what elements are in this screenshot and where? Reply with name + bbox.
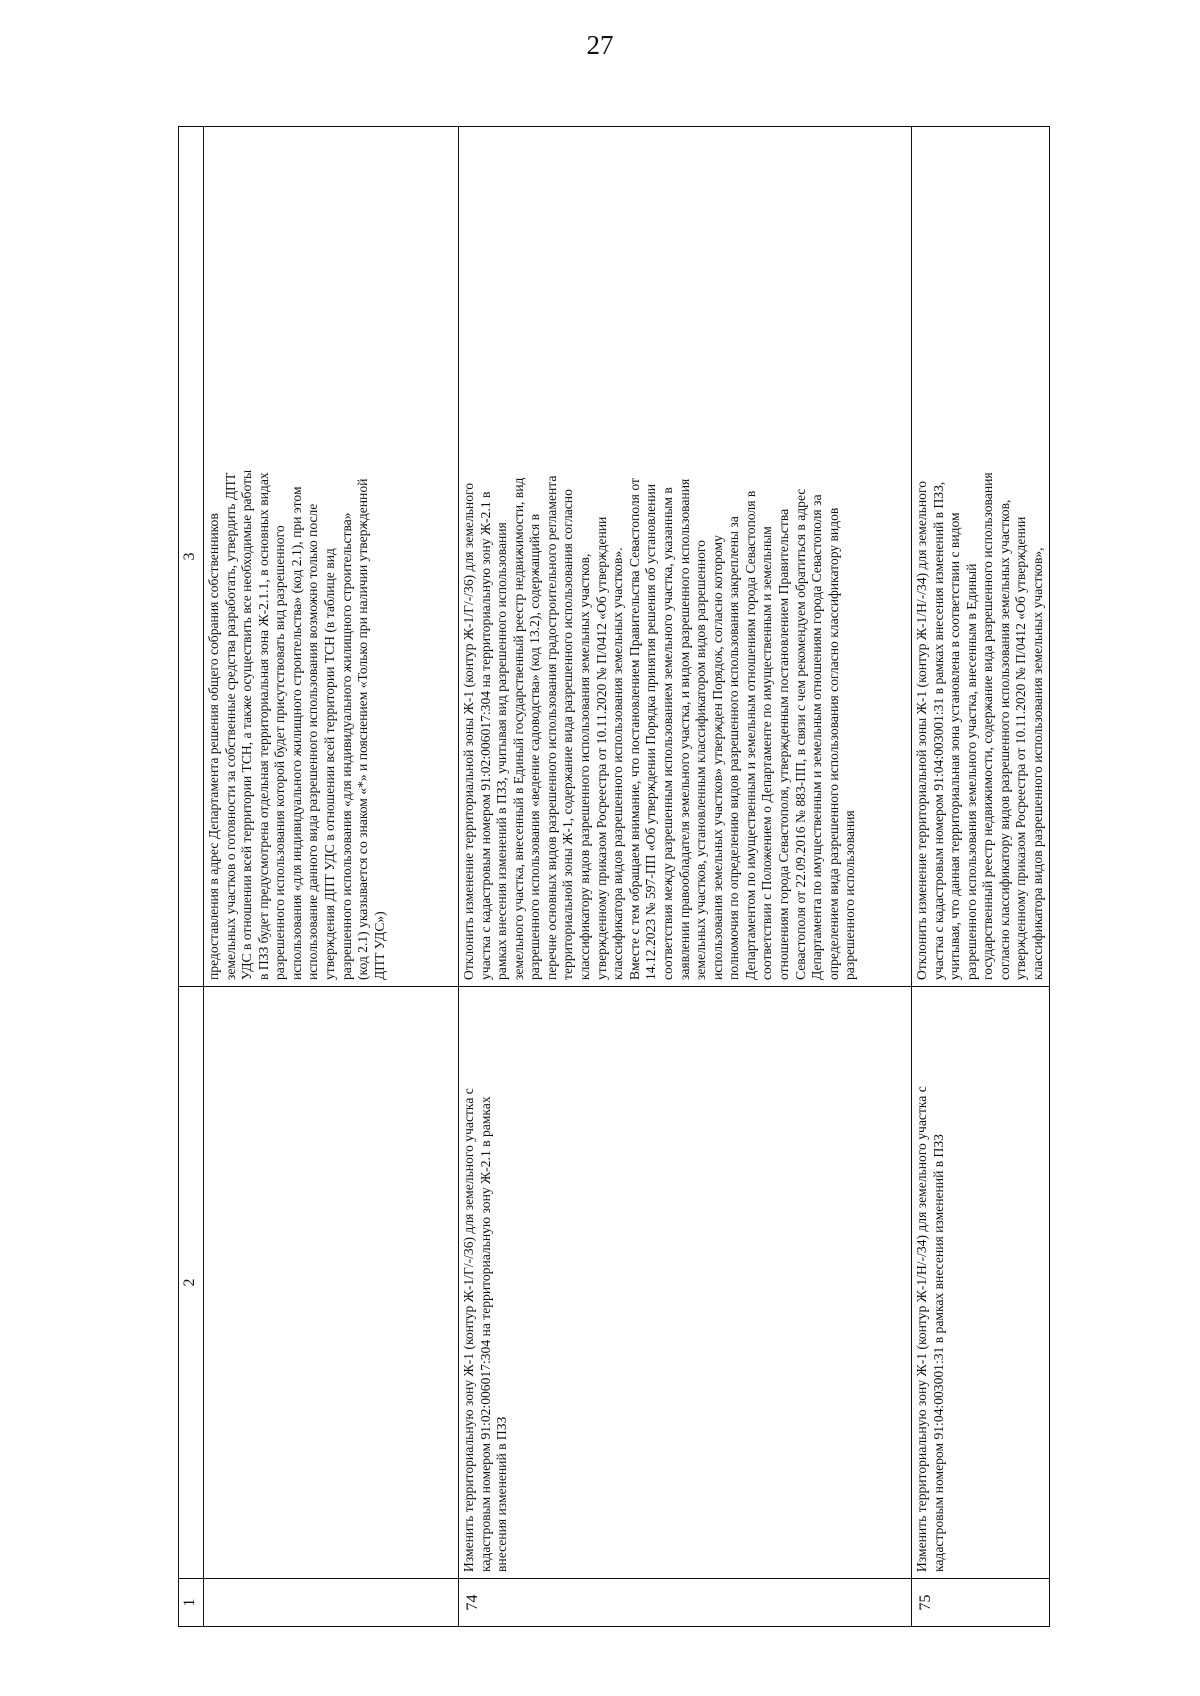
proposal-cell	[459, 987, 912, 1579]
cell-text-line: учитывая, что данная территориальная зона установлена в соответствии с видом	[947, 512, 963, 980]
cell-text-line: в ПЗЗ будет предусмотрена отдельная территориальная зона Ж-2.1.1, в основных видах	[255, 472, 271, 980]
cell-text-line: государственный реестр недвижимости, содержание вида разрешенного использования	[980, 472, 996, 980]
cell-text-line: разрешенного использования которой будет присутствовать вид разрешенного	[272, 525, 288, 980]
cell-text-line: Изменить территориальную зону Ж-1 (контур Ж-1/Г/-/36) для земельного участка с	[461, 1088, 476, 1572]
cell-text-line: согласно классификатору видов разрешенного использования земельных участков,	[996, 499, 1012, 980]
proposal-cell	[912, 987, 1050, 1579]
cell-text-line: использования «для индивидуального жилищного строительства» (код 2.1), при этом	[288, 486, 304, 980]
cell-text-line: УДС в отношении всей территории ТСН, а также осуществить все необходимые работы	[239, 469, 255, 980]
cell-text-line: Севастополя от 22.09.2016 № 883-ПП, в связи с чем рекомендуем обратиться в адрес	[792, 488, 808, 980]
cell-text-line: Изменить территориальную зону Ж-1 (контур Ж-1/Н/-/34) для земельного участка с	[914, 1086, 929, 1572]
cell-text-line: заявлении правообладателя земельного участка, и видом разрешенного использования	[676, 478, 692, 980]
cell-text-line: определением вида разрешенного использования согласно классификатору видов	[825, 507, 841, 980]
cell-text-line: соответствия между разрешенным использованием земельного участка, указанным в	[659, 487, 675, 980]
table-row	[912, 127, 1050, 1627]
cell-text-line: классификатора видов разрешенного использования земельных участков».	[610, 547, 626, 980]
cell-text-line: участка с кадастровым номером 91:02:006017:304 на территориальную зону Ж-2.1 в	[477, 491, 493, 980]
cell-text-line: кадастровым номером 91:04:003001:31 в рамках внесения изменений в ПЗЗ	[930, 1134, 946, 1572]
cell-text-line: кадастровым номером 91:02:006017:304 на территориальную зону Ж-2.1 в рамках	[477, 1096, 493, 1572]
cell-text-line: земельных участков о готовности за собственные средства разработать, утвердить ДПТ	[222, 472, 238, 980]
table-row	[459, 127, 912, 1627]
cell-text-line: использования земельных участков» утвержден Порядок, согласно которому	[709, 535, 725, 980]
cell-text-line: утвержденному приказом Росреестра от 10.11.2020 № П/0412 «Об утверждении	[1013, 516, 1029, 980]
cell-text-line: разрешенного использования земельного участка, внесенным в Единый	[963, 563, 979, 980]
cell-text-line: участка с кадастровым номером 91:04:003001:31 в рамках внесения изменений в ПЗЗ,	[930, 481, 946, 980]
cell-text-line: Отклонить изменение территориальной зоны Ж-1 (контур Ж-1/Г/-/36) для земельного	[461, 482, 476, 980]
cell-text-line: соответствии с Положением о Департаменте по имущественным и земельным	[759, 526, 775, 980]
cell-text-line: классификатору видов разрешенного использования земельных участков,	[577, 553, 593, 980]
cell-text-line: разрешенного использования	[842, 810, 858, 980]
cell-text-line: Департаментом по имущественным и земельным отношениям города Севастополя в	[742, 490, 758, 980]
row-number	[204, 1579, 459, 1627]
cell-text-line: полномочия по определению видов разрешенного использования закреплены за	[726, 516, 742, 980]
cell-text-line: отношениям города Севастополя, утвержденным постановлением Правительства	[775, 508, 791, 980]
header-col-1: 1	[179, 1579, 204, 1627]
cell-text-line: утвержденному приказом Росреестра от 10.11.2020 № П/0412 «Об утверждении	[593, 516, 609, 980]
decisions-table	[178, 126, 1050, 1627]
cell-text-line: ДПТ УДС»)	[371, 911, 387, 980]
cell-text-line: разрешенного использования «ведение садоводства» (код 13.2), содержащийся в	[527, 513, 543, 980]
decision-cell	[912, 127, 1050, 987]
cell-text-line: земельных участков, установленным классификатором видов разрешенного	[693, 540, 709, 980]
page-number: 27	[586, 30, 614, 60]
cell-text-line: 14.12.2023 № 597-ПП «Об утверждении Порядка принятия решения об установлении	[643, 483, 659, 980]
cell-text-line: (код 2.1) указывается со знаком «*» и пояснением «Только при наличии утвержденной	[355, 478, 371, 980]
cell-text-line: Департамента по имущественным и земельным отношениям города Севастополя за	[809, 494, 825, 980]
row-number: 75	[912, 1579, 1050, 1627]
cell-text-line: земельного участка, внесенный в Единый государственный реестр недвижимости, вид	[510, 477, 526, 980]
cell-text-line: внесения изменений в ПЗЗ	[494, 1416, 510, 1572]
cell-text-line: классификатора видов разрешенного использования земельных участков»,	[1030, 547, 1046, 980]
row-number: 74	[459, 1579, 912, 1627]
header-col-3: 3	[179, 127, 204, 987]
decision-cell	[204, 127, 459, 987]
decision-cell	[459, 127, 912, 987]
header-col-2: 2	[179, 987, 204, 1579]
table-row	[204, 127, 459, 1627]
cell-text-line: разрешенного использования «для индивидуального жилищного строительства»	[338, 512, 354, 980]
cell-text-line: Вместе с тем обращаем внимание, что постановлением Правительства Севастополя от	[626, 478, 642, 980]
cell-text-line: утверждения ДПТ УДС в отношении всей территории ТСН (в таблице вид	[322, 548, 338, 980]
cell-text-line: рамках внесения изменений в ПЗЗ, учитывая вид разрешенного использования	[494, 522, 510, 980]
table-header-row	[179, 127, 204, 1627]
cell-text-line: территориальной зоны Ж-1, содержание вида разрешенного использования согласно	[560, 489, 576, 980]
cell-text-line: использование данного вида разрешенного использования возможно только после	[305, 503, 321, 980]
table-container	[178, 127, 1046, 1627]
cell-text-line: перечне основных видов разрешенного использования градостроительного регламента	[543, 475, 559, 980]
cell-text-line: Отклонить изменение территориальной зоны Ж-1 (контур Ж-1/Н/-/34) для земельного	[914, 481, 929, 980]
cell-text-line: предоставления в адрес Департамента решения общего собрания собственников	[206, 513, 221, 980]
proposal-cell	[204, 987, 459, 1579]
